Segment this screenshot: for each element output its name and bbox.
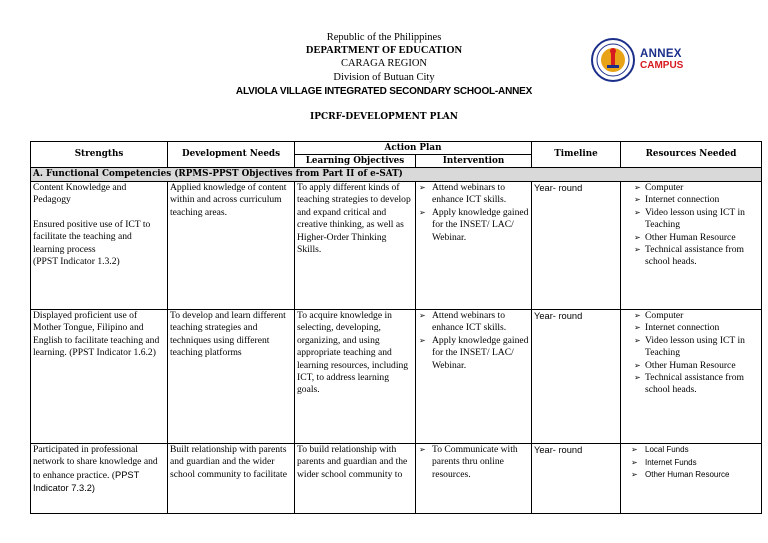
list-item: ➢ Other Human Resource xyxy=(623,469,759,482)
list-item: ➢ Apply knowledge gained for the INSET/ LAC/ Webinar. xyxy=(419,206,529,243)
dev-needs-cell: To develop and learn different teaching strategies and techniques using different teaching platforms xyxy=(168,310,295,444)
arrow-bullet-icon: ➢ xyxy=(631,457,638,467)
strengths-cell: Displayed proficient use of Mother Tongue, Filipino and English to facilitate teaching and learning. (PPST Indicator 1.6.2) xyxy=(31,310,168,444)
header-division: Division of Butuan City xyxy=(333,72,435,83)
arrow-bullet-icon: ➢ xyxy=(634,360,641,370)
dev-needs-cell: Built relationship with parents and guardian and the wider school community to facilitate xyxy=(168,444,295,514)
arrow-bullet-icon: ➢ xyxy=(634,323,641,333)
list-item: ➢ Local Funds xyxy=(623,444,759,457)
header-learning-objectives: Learning Objectives xyxy=(295,155,416,168)
dev-needs-cell: Applied knowledge of content within and across curriculum teaching areas. xyxy=(168,182,295,310)
arrow-bullet-icon: ➢ xyxy=(419,311,426,320)
header-action-plan: Action Plan xyxy=(295,142,532,155)
list-item: ➢ Computer xyxy=(634,182,684,193)
objectives-cell: To acquire knowledge in selecting, developing, organizing, and using appropriate teaching and learning resources, including ICT, to address learning goals. xyxy=(295,310,416,444)
section-functional-competencies: A. Functional Competencies (RPMS-PPST Objectives from Part II of e-SAT) xyxy=(31,168,762,182)
list-item: ➢ Computer xyxy=(634,310,684,321)
header-intervention: Intervention xyxy=(416,155,532,168)
logo-text-annex: ANNEX xyxy=(640,48,682,60)
logo-text-campus: CAMPUS xyxy=(640,60,684,71)
arrow-bullet-icon: ➢ xyxy=(634,207,641,217)
arrow-bullet-icon: ➢ xyxy=(634,311,641,320)
list-item: ➢ Other Human Resource xyxy=(634,359,736,371)
arrow-bullet-icon: ➢ xyxy=(419,207,426,217)
list-item: ➢ Attend webinars to enhance ICT skills. xyxy=(419,310,507,334)
arrow-bullet-icon: ➢ xyxy=(634,195,641,205)
list-item: ➢ Technical assistance from school heads. xyxy=(634,244,744,268)
arrow-bullet-icon: ➢ xyxy=(631,470,638,480)
header-development-needs: Development Needs xyxy=(168,142,295,168)
list-item: ➢ Attend webinars to enhance ICT skills. xyxy=(419,182,507,206)
header-resources: Resources Needed xyxy=(621,142,762,168)
intervention-cell xyxy=(416,182,532,310)
arrow-bullet-icon: ➢ xyxy=(634,335,641,345)
header-timeline: Timeline xyxy=(532,142,621,168)
objectives-cell: To build relationship with parents and guardian and the wider school community to xyxy=(295,444,416,514)
annex-campus-logo xyxy=(640,48,688,78)
list-item: ➢ Internet Funds xyxy=(623,457,759,470)
intervention-cell xyxy=(416,310,532,444)
list-item: ➢ To Communicate with parents thru online resources. xyxy=(419,444,518,480)
school-name: ALVIOLA VILLAGE INTEGRATED SECONDARY SCHOOL-ANNEX xyxy=(235,86,533,97)
arrow-bullet-icon: ➢ xyxy=(419,445,426,454)
arrow-bullet-icon: ➢ xyxy=(634,245,641,255)
arrow-bullet-icon: ➢ xyxy=(419,183,426,192)
list-item: ➢ Video lesson using ICT in Teaching xyxy=(634,206,745,231)
header-region: CARAGA REGION xyxy=(340,58,428,69)
table-row xyxy=(31,444,762,514)
strengths-text: Ensured positive use of ICT to facilitate the teaching and learning process xyxy=(33,218,151,255)
table-row xyxy=(31,182,762,310)
resources-cell xyxy=(621,310,762,444)
plan-title: IPCRF-DEVELOPMENT PLAN xyxy=(310,112,458,122)
list-item: ➢ Internet connection xyxy=(634,194,720,206)
header-republic: Republic of the Philippines xyxy=(326,32,442,43)
development-plan-table xyxy=(30,141,762,514)
school-seal-icon xyxy=(591,38,635,82)
table-row xyxy=(31,310,762,444)
arrow-bullet-icon: ➢ xyxy=(634,232,641,242)
header-strengths: Strengths xyxy=(31,142,168,168)
resources-cell xyxy=(621,444,762,514)
list-item: ➢ Video lesson using ICT in Teaching xyxy=(634,334,745,359)
strengths-indicator: (PPST Indicator 1.3.2) xyxy=(33,256,120,268)
header-department: DEPARTMENT OF EDUCATION xyxy=(305,45,463,56)
arrow-bullet-icon: ➢ xyxy=(631,445,638,454)
timeline-cell: Year- round xyxy=(532,182,621,310)
arrow-bullet-icon: ➢ xyxy=(419,335,426,345)
list-item: ➢ Other Human Resource xyxy=(634,231,736,243)
objectives-cell: To apply different kinds of teaching strategies to develop and expand critical and creative thinking, as well as Higher-Order Thinking Skills. xyxy=(295,182,416,310)
strengths-cell: Participated in professional network to share knowledge and to enhance practice. (PPST Indicator 7.3.2) xyxy=(31,444,168,514)
list-item: ➢ Technical assistance from school heads. xyxy=(634,372,744,396)
arrow-bullet-icon: ➢ xyxy=(634,373,641,383)
resources-cell xyxy=(621,182,762,310)
list-item: ➢ Internet connection xyxy=(634,322,720,334)
intervention-cell xyxy=(416,444,532,514)
arrow-bullet-icon: ➢ xyxy=(634,183,641,192)
strengths-cell xyxy=(31,182,168,310)
list-item: ➢ Apply knowledge gained for the INSET/ LAC/ Webinar. xyxy=(419,334,529,371)
timeline-cell: Year- round xyxy=(532,310,621,444)
strengths-text: Content Knowledge and Pedagogy xyxy=(33,182,127,206)
timeline-cell: Year- round xyxy=(532,444,621,514)
